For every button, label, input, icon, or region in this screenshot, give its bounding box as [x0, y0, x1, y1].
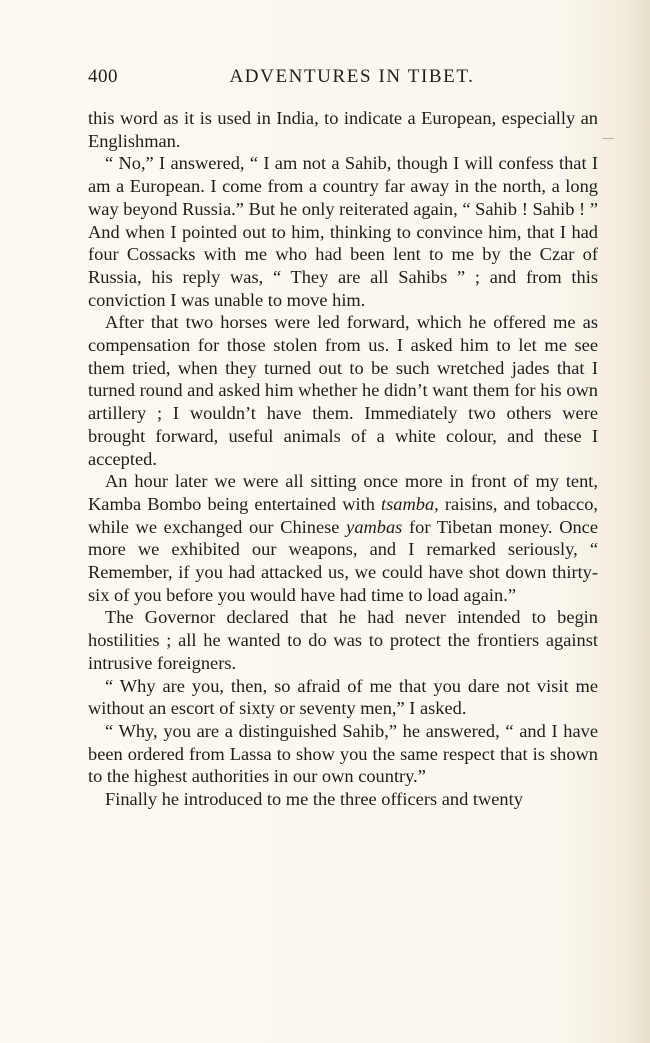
paragraph: The Governor declared that he had never intended to begin hostilities ; all he wanted to do was to protect the frontiers against intrusive foreigners.: [88, 607, 598, 673]
page-number: 400: [88, 66, 118, 87]
paragraph: “ No,” I answered, “ I am not a Sahib, though I will confess that I am a European. I come from a country far away in the north, a long way beyond Russia.” But he only reiterated again, “ Sahib ! Sahib ! ” And when I pointed out to him, thinking to convince him, that I had four Cossacks with me who had been lent to me by the Czar of Russia, his reply was, “ They are all Sahibs ” ; and from this conviction I was unable to move him.: [88, 153, 598, 310]
paragraph: [88, 470, 598, 606]
paragraph: “ Why are you, then, so afraid of me that you dare not visit me without an escort of sixty or seventy men,” I asked.: [88, 675, 598, 719]
paragraph: Finally he introduced to me the three officers and twenty: [105, 789, 523, 810]
paragraph: “ Why, you are a distinguished Sahib,” he answered, “ and I have been ordered from Lassa to show you the same respect that is shown to the highest authorities in our own country.”: [88, 720, 598, 787]
paragraph-text: for Tibetan money. Once more we exhibited our weapons, and I remarked seriously, “ Remember, if you had attacked us, we could have shot down thirty-six of you before you would have had time to load again.”: [88, 516, 598, 605]
paragraph-text: raisins, and tobacco, while we exchanged our Chinese: [88, 493, 598, 537]
page-header: [88, 66, 598, 96]
italic-term: tsamba,: [381, 493, 439, 514]
paragraph: this word as it is used in India, to indicate a European, especially an Englishman.: [88, 108, 598, 151]
paragraph-text: An hour later we were all sitting once more in front of my tent, Kamba Bombo being entertained with: [88, 471, 598, 514]
running-title: ADVENTURES IN TIBET.: [229, 66, 475, 87]
italic-term: yambas: [346, 516, 403, 537]
paragraph: After that two horses were led forward, which he offered me as compensation for those stolen from us. I asked him to let me see them tried, when they turned out to be such wretched jades that I turned round and asked him whether he didn’t want them for his own artillery ; I wouldn’t have them. Immediately two others were brought forward, useful animals of a white colour, and these I accepted.: [88, 312, 598, 469]
body-text: [88, 107, 598, 811]
margin-mark: [602, 138, 614, 139]
